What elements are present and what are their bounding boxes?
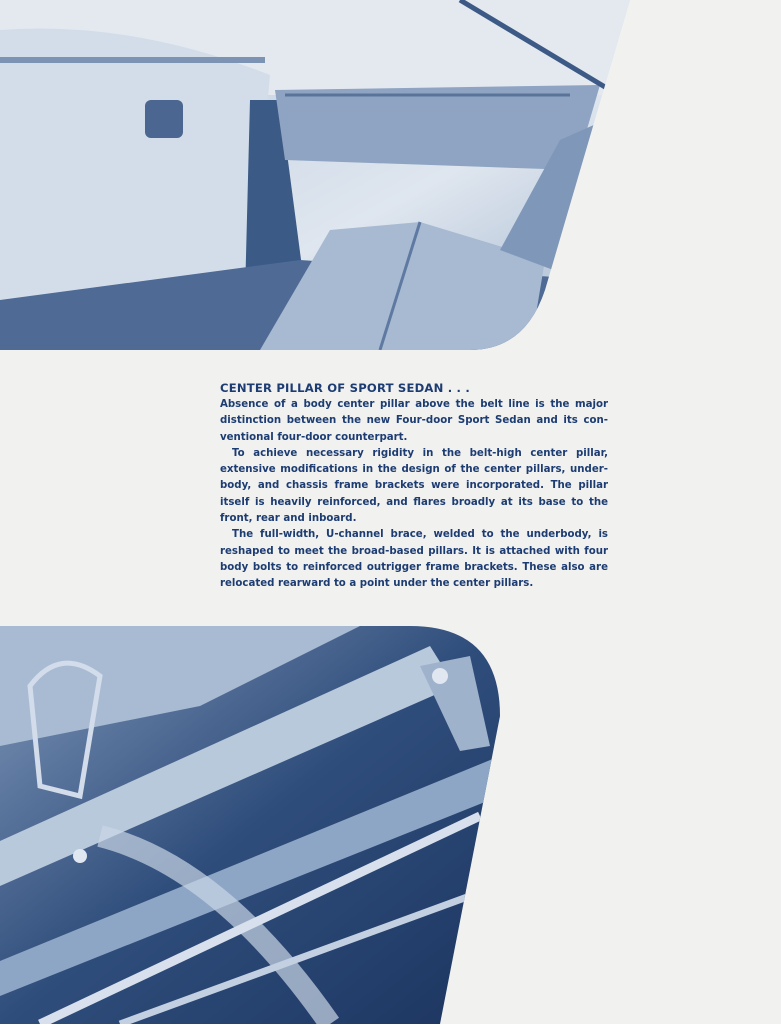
text-line: body, and chassis frame brackets were incorporated. The pillar — [220, 480, 608, 492]
text-line: Absence of a body center pillar above the belt line is the major — [220, 399, 608, 410]
underbody-photo — [0, 626, 505, 1024]
text-line: ventional four-door counterpart. — [220, 431, 408, 443]
text-line: itself is heavily reinforced, and flares broadly at its base to the — [220, 496, 608, 508]
article-heading: CENTER PILLAR OF SPORT SEDAN . . . — [220, 381, 471, 395]
interior-photo — [0, 0, 635, 352]
paragraph-2 — [220, 446, 608, 527]
text-line: relocated rearward to a point under the center pillars. — [220, 578, 534, 590]
text-line: To achieve necessary rigidity in the belt-high center pillar, — [232, 447, 608, 459]
paragraph-3 — [220, 527, 608, 592]
text-line: front, rear and inboard. — [220, 513, 357, 525]
text-line: distinction between the new Four-door Sport Sedan and its con- — [220, 415, 608, 427]
article-text — [220, 380, 608, 593]
paragraph-1 — [220, 397, 608, 446]
text-line: reshaped to meet the broad-based pillars. It is attached with four — [220, 545, 608, 557]
text-line: The full-width, U-channel brace, welded to the underbody, is — [232, 529, 608, 541]
text-line: extensive modifications in the design of the center pillars, under- — [220, 464, 608, 476]
text-line: body bolts to reinforced outrigger frame brackets. These also are — [220, 561, 608, 573]
